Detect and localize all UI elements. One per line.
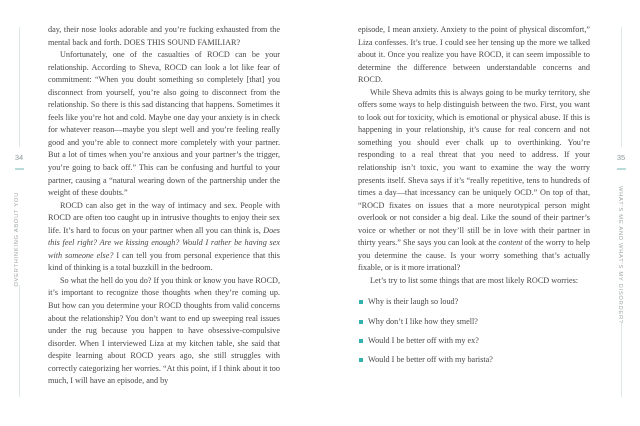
- right-page-paragraphs: [358, 24, 590, 287]
- square-bullet-icon: [359, 358, 363, 362]
- square-bullet-icon: [359, 320, 363, 324]
- text-run: Let’s try to list some things that are most likely ROCD worries:: [370, 275, 579, 285]
- worry-text: Why don’t I like how they smell?: [368, 316, 478, 326]
- worry-text: Would I be better off with my barista?: [368, 354, 493, 364]
- left-margin-rule-top: [19, 27, 20, 147]
- text-run: ROCD can also get in the way of intimacy and sex. People with ROCD are often too caught up in intrusive thoughts to enjoy their sex life. It’s hard to focus on your partner when all you can think is,: [48, 200, 280, 235]
- body-paragraph: [48, 200, 280, 275]
- left-running-head: OVERTHINKING ABOUT YOU: [14, 192, 20, 287]
- left-margin-rule-bottom: [19, 285, 20, 397]
- worry-text: Why is their laugh so loud?: [368, 297, 459, 307]
- rocd-worries-list: [358, 296, 590, 366]
- right-running-head: WHAT’S ME AND WHAT’S MY DISORDER?: [617, 186, 623, 324]
- worry-list-item: [358, 316, 590, 329]
- left-accent-dash: [15, 168, 24, 170]
- worry-list-item: [358, 335, 590, 348]
- right-accent-dash: [617, 168, 626, 170]
- worry-list-item: [358, 296, 590, 309]
- text-run: of the worry to help you determine the cause. Is your worry something that’s actually fixable, or is it more irrational?: [358, 238, 591, 273]
- square-bullet-icon: [359, 300, 363, 304]
- right-margin-rule-bottom: [621, 323, 622, 397]
- square-bullet-icon: [359, 339, 363, 343]
- body-paragraph: [358, 24, 590, 87]
- body-paragraph: [358, 275, 590, 288]
- right-page-body: [358, 24, 590, 373]
- text-run: I can tell you from personal experience that this kind of thinking is a total buzzkill in the bedroom.: [48, 250, 280, 273]
- worry-text: Would I be better off with my ex?: [368, 335, 479, 345]
- italic-text-run: Does this feel right? Are we kissing enough? Would I rather be having sex with someone else?: [48, 225, 280, 260]
- left-page-body: [48, 24, 280, 388]
- text-run: episode, I mean anxiety. Anxiety to the point of physical discomfort,” Liza confesses. It’s true. I could see her tensing up the more we talked about it. Once you realize you have ROCD, it can seem impossible to determine the difference between understandable concerns and ROCD.: [358, 25, 590, 85]
- text-run: While Sheva admits this is always going to be murky territory, she offers some ways to help distinguish between the two. First, you want to look out for toxicity, which is emotional or physical abuse. If this is happening in your relationship, it’s cause for real concern and not something you should ever chalk up to overthinking. You’re responding to a real threat that you need to address. If your relationship isn’t toxic, you want to examine the way the worry presents itself. Sheva says if it’s “really repetitive, tens to hundreds of times a day—that incessancy can be uniquely OCD.” On top of that, “ROCD fixates on issues that a more neurotypical person might overlook or not consider a big deal. Like the sound of their partner’s voice or whether or not they’ll still be in love with their partner in thirty years.” She says you can look at the: [358, 87, 590, 248]
- body-paragraph: [48, 24, 280, 49]
- text-run: So what the hell do you do? If you think or know you have ROCD, it’s important to recognize those thoughts when they’re coming up. But how can you determine your ROCD thoughts from valid concerns about the relationship? You don’t want to end up sweeping real issues under the rug because you happen to have obsessive-compulsive disorder. When I interviewed Liza at my kitchen table, she said that despite learning about ROCD years ago, she still struggles with correctly categorizing her worries. “At this point, if I think about it too much, I will have an episode, and by: [48, 275, 280, 386]
- body-paragraph: [48, 49, 280, 200]
- left-page-number: 34: [14, 153, 24, 162]
- italic-text-run: content: [498, 238, 523, 248]
- worry-list-item: [358, 354, 590, 367]
- body-paragraph: [358, 87, 590, 275]
- body-paragraph: [48, 275, 280, 388]
- text-run: Unfortunately, one of the casualties of ROCD can be your relationship. According to Sheva, ROCD can look a lot like fear of commitment: “When you doubt something so completely [that] you disconnect from yourself, you’re also going to disconnect from the relationship. So there is this sad distancing that happens. Sometimes it feels like you’re hot and cold. Maybe one day your anxiety is in check for whatever reason—maybe you slept well and you’re feeling really good and you’re able to connect more completely with your partner. But a lot of times when you’re anxious and your partner’s the trigger, you’re going to back off.” This can be confusing and hurtful to your partner, causing a “natural wearing down of the partnership under the weight of these doubts.”: [48, 50, 280, 198]
- right-margin-rule-top: [621, 27, 622, 147]
- right-page-number: 35: [616, 153, 626, 162]
- text-run: day, their nose looks adorable and you’re fucking exhausted from the mental back and forth. DOES THIS SOUND FAMILIAR?: [48, 25, 280, 47]
